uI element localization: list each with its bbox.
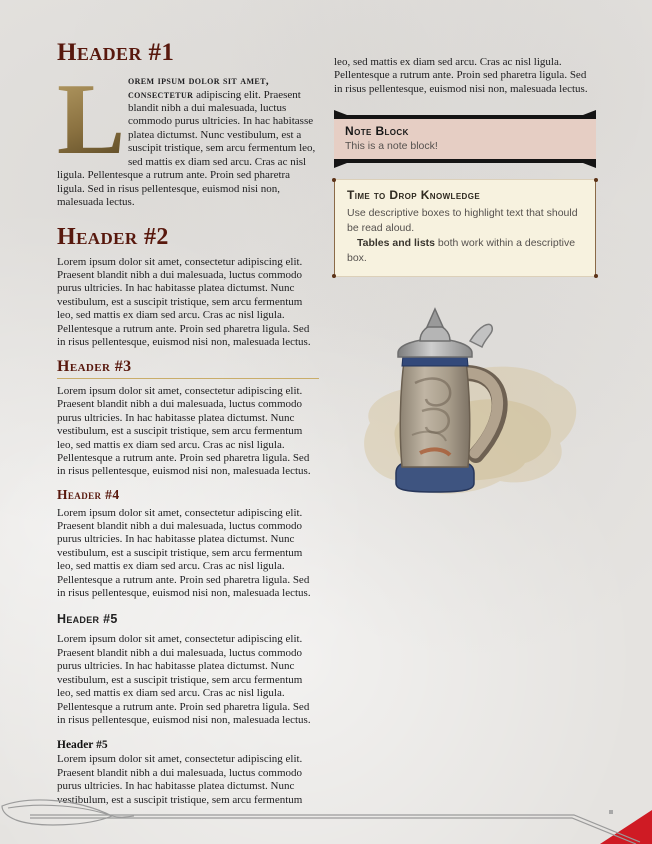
corner-dot-icon xyxy=(594,178,598,182)
left-column xyxy=(57,40,319,806)
descriptive-box-line2-rest: both work within a descriptive box. xyxy=(347,237,576,265)
footer-decoration xyxy=(0,796,652,844)
corner-dot-icon xyxy=(332,178,336,182)
header-4: Header #4 xyxy=(57,486,120,502)
header-1: Header #1 xyxy=(57,40,175,66)
footer-rule-top xyxy=(30,815,640,842)
footer-rule-bottom xyxy=(30,818,636,844)
stein-finial xyxy=(427,309,443,327)
corner-triangle-icon xyxy=(600,810,652,844)
note-body: This is a note block! xyxy=(345,140,438,153)
header-2: Header #2 xyxy=(57,224,169,251)
note-title: Note Block xyxy=(345,124,409,139)
dropcap-letter: L xyxy=(57,63,126,177)
note-block xyxy=(334,110,596,168)
stein-thumblift-icon xyxy=(470,325,492,348)
note-bar-top-icon xyxy=(334,110,596,119)
descriptive-box-line2 xyxy=(347,236,583,266)
paragraph-6-truncated: Lorem ipsum dolor sit amet, consectetur adipiscing elit. Praesent blandit nibh a dui malesuada, luctus commodo purus ultricies. In hac habitasse platea dictumst. Nunc vestibulum, est a suscipit tristique, sem arcu fermentum xyxy=(57,753,303,806)
note-bar-bottom-icon xyxy=(334,159,596,168)
footer-node-icon xyxy=(609,810,613,814)
descriptive-box xyxy=(334,179,596,277)
paragraph-5: Lorem ipsum dolor sit amet, consectetur adipiscing elit. Praesent blandit nibh a dui malesuada, luctus commodo purus ultricies. In hac habitasse platea dictumst. Nunc vestibulum, est a suscipit tristique, sem arcu fermentum leo, sed mattis ex diam sed arcu. Cras ac nisl ligula. Pellentesque a rutrum ante. Proin sed pharetra ligula. Sed in risus pellentesque, euismod nisi non, malesuada lectus. xyxy=(57,633,311,726)
descriptive-box-line1: Use descriptive boxes to highlight text that should be read aloud. xyxy=(347,207,578,235)
lead-paragraph xyxy=(57,63,319,209)
corner-dot-icon xyxy=(594,274,598,278)
leaf-flourish-icon xyxy=(2,800,112,825)
paragraph-3: Lorem ipsum dolor sit amet, consectetur adipiscing elit. Praesent blandit nibh a dui malesuada, luctus commodo purus ultricies. In hac habitasse platea dictumst. Nunc vestibulum, est a suscipit tristique, sem arcu fermentum leo, sed mattis ex diam sed arcu. Cras ac nisl ligula. Pellentesque a rutrum ante. Proin sed pharetra ligula. Sed in risus pellentesque, euismod nisi non, malesuada lectus. xyxy=(57,384,311,478)
beer-stein-illustration xyxy=(340,303,590,503)
lead-small-caps: orem ipsum dolor sit amet, consectetur xyxy=(128,75,270,101)
descriptive-box-line2-bold: Tables and lists xyxy=(357,237,435,250)
paragraph-4: Lorem ipsum dolor sit amet, consectetur adipiscing elit. Praesent blandit nibh a dui malesuada, luctus commodo purus ultricies. In hac habitasse platea dictumst. Nunc vestibulum, est a suscipit tristique, sem arcu fermentum leo, sed mattis ex diam sed arcu. Cras ac nisl ligula. Pellentesque a rutrum ante. Proin sed pharetra ligula. Sed in risus pellentesque, euismod nisi non, malesuada lectus. xyxy=(57,506,311,600)
header-5-alt: Header #5 xyxy=(57,739,108,752)
note-content xyxy=(334,119,596,159)
right-column xyxy=(334,56,596,508)
continuation-paragraph: leo, sed mattis ex diam sed arcu. Cras ac nisl ligula. Pellentesque a rutrum ante. Proin sed pharetra ligula. Sed in risus pellentesque, euismod nisi non, malesuada lectus. xyxy=(334,56,588,95)
paragraph-2: Lorem ipsum dolor sit amet, consectetur adipiscing elit. Praesent blandit nibh a dui malesuada, luctus commodo purus ultricies. In hac habitasse platea dictumst. Nunc vestibulum, est a suscipit tristique, sem arcu fermentum leo, sed mattis ex diam sed arcu. Cras ac nisl ligula. Pellentesque a rutrum ante. Proin sed pharetra ligula. Sed in risus pellentesque, euismod nisi non, malesuada lectus. xyxy=(57,255,311,348)
descriptive-box-title: Time to Drop Knowledge xyxy=(347,188,481,203)
lead-paragraph-text: adipiscing elit. Praesent blandit nibh a dui malesuada, luctus commodo purus ultricies. In hac habitasse platea dictumst. Nunc vestibulum, est a suscipit tristique, sem arcu fermentum leo, sed mattis ex diam sed arcu. Cras ac nisl ligula. Pellentesque a rutrum ante. Proin sed pharetra ligula. Sed in risus pellentesque, euismod nisi non, malesuada lectus. xyxy=(57,88,316,208)
header-3: Header #3 xyxy=(57,358,319,379)
illustration-wrap xyxy=(334,303,596,508)
corner-dot-icon xyxy=(332,274,336,278)
header-5: Header #5 xyxy=(57,612,118,627)
